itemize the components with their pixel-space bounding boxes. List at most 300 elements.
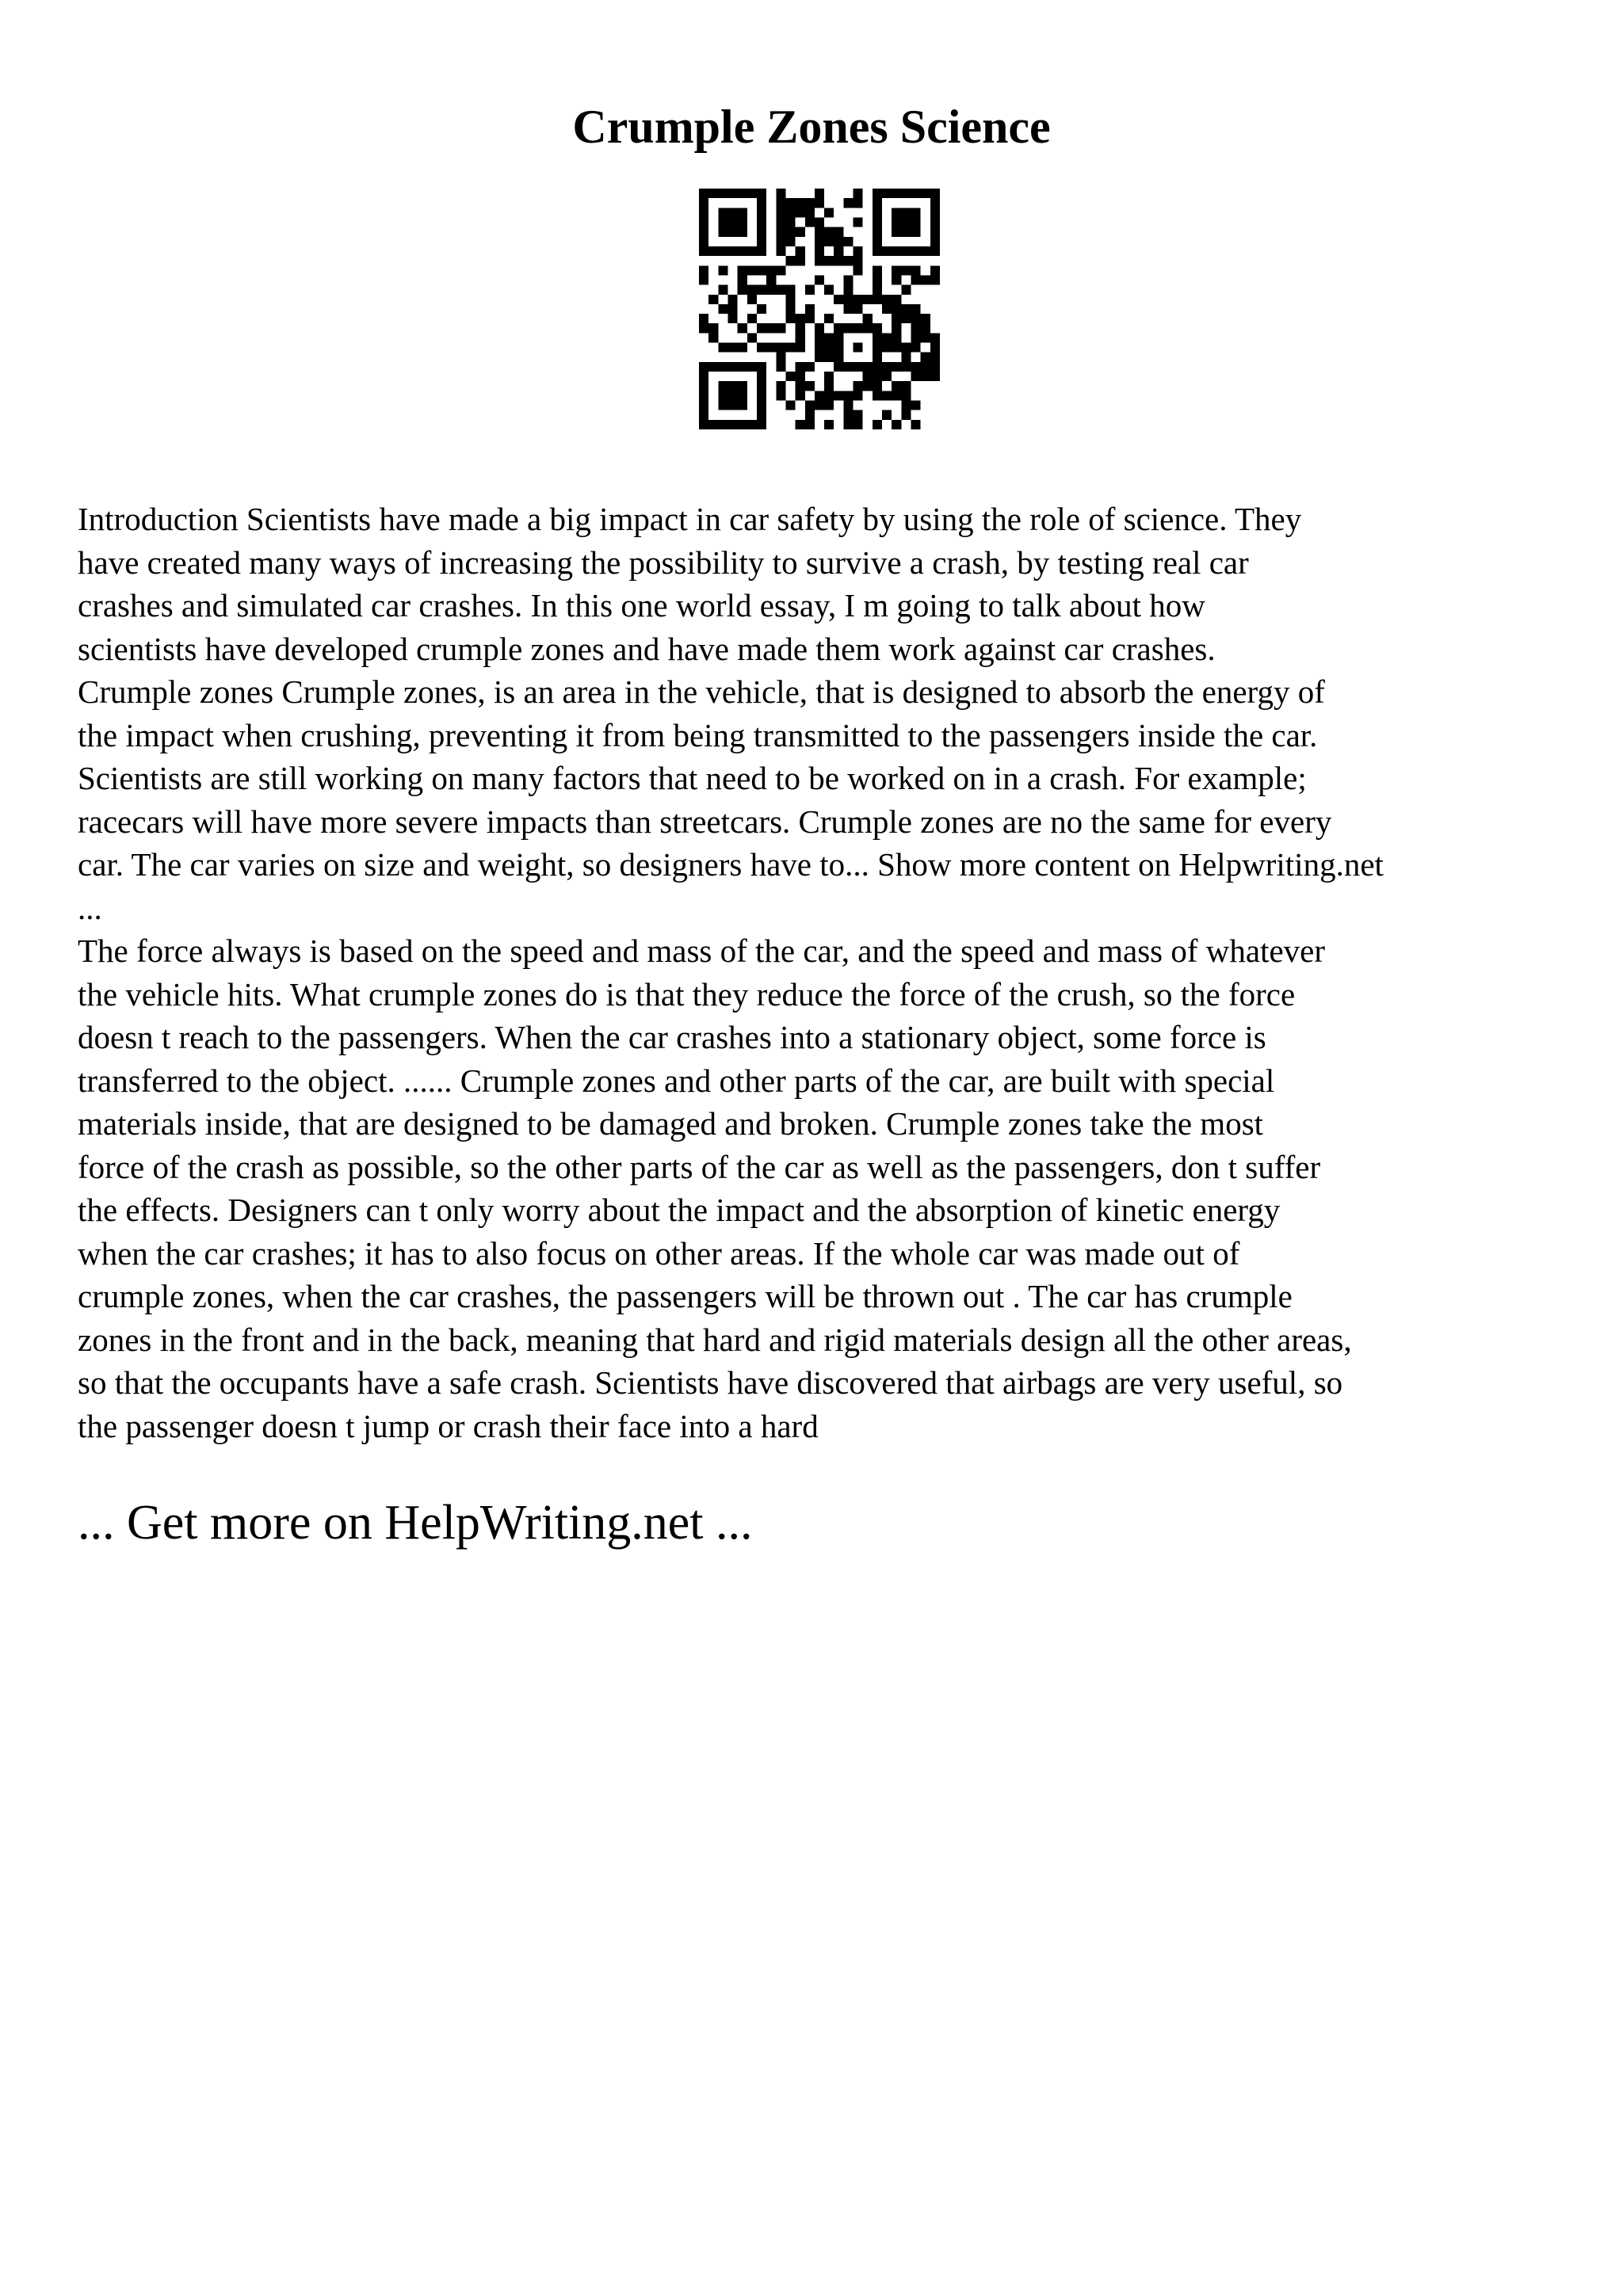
body-line: Scientists are still working on many factors that need to be worked on in a crash. For example; — [78, 760, 1307, 796]
qr-module — [805, 410, 815, 420]
qr-module — [921, 333, 930, 342]
qr-module — [824, 237, 834, 246]
qr-module — [718, 420, 727, 429]
body-line: the passenger doesn t jump or crash their face into a hard — [78, 1407, 819, 1444]
qr-module — [843, 410, 853, 420]
qr-module — [824, 285, 834, 295]
qr-module — [892, 295, 901, 304]
qr-module — [766, 275, 776, 284]
qr-module — [911, 189, 921, 198]
qr-module — [796, 333, 805, 342]
qr-module — [738, 275, 747, 284]
qr-module — [815, 401, 824, 410]
qr-module — [911, 343, 921, 353]
qr-module — [727, 401, 737, 410]
qr-module — [757, 323, 766, 333]
qr-module — [776, 285, 785, 295]
qr-module — [911, 362, 921, 372]
qr-module — [930, 372, 940, 381]
body-line: ... — [78, 889, 102, 926]
qr-module — [805, 362, 815, 372]
qr-module — [863, 372, 873, 381]
qr-module — [785, 372, 795, 381]
qr-module — [805, 401, 815, 410]
qr-module — [815, 343, 824, 353]
qr-module — [796, 256, 805, 265]
qr-module — [776, 189, 785, 198]
qr-module — [815, 333, 824, 342]
qr-module — [738, 343, 747, 353]
qr-module — [873, 420, 882, 429]
qr-module — [747, 285, 757, 295]
body-line: force of the crash as possible, so the other parts of the car as well as the passengers, don t suffer — [78, 1148, 1321, 1185]
qr-module — [699, 265, 708, 275]
qr-module — [834, 362, 843, 372]
qr-module — [824, 314, 834, 323]
qr-module — [901, 208, 911, 217]
qr-module — [873, 362, 882, 372]
qr-module — [901, 343, 911, 353]
qr-module — [766, 265, 776, 275]
qr-module — [873, 323, 882, 333]
qr-module — [901, 227, 911, 237]
qr-module — [738, 381, 747, 391]
qr-module — [901, 285, 911, 295]
qr-module — [747, 420, 757, 429]
qr-module — [796, 420, 805, 429]
qr-module — [815, 217, 824, 227]
qr-module — [921, 372, 930, 381]
qr-module — [911, 208, 921, 217]
qr-module — [708, 323, 718, 333]
qr-module — [901, 246, 911, 256]
qr-module — [776, 217, 785, 227]
qr-module — [911, 401, 921, 410]
qr-module — [892, 189, 901, 198]
qr-module — [727, 381, 737, 391]
qr-module — [834, 391, 843, 400]
qr-module — [815, 189, 824, 198]
qr-module — [911, 217, 921, 227]
qr-module — [892, 333, 901, 342]
qr-module — [901, 189, 911, 198]
qr-module — [834, 323, 843, 333]
qr-module — [834, 246, 843, 256]
qr-module — [727, 391, 737, 400]
qr-module — [757, 343, 766, 353]
qr-module — [699, 372, 708, 381]
qr-module — [776, 353, 785, 362]
qr-module — [785, 343, 795, 353]
qr-module — [921, 353, 930, 362]
qr-module — [930, 198, 940, 208]
qr-module — [805, 304, 815, 314]
qr-module — [873, 265, 882, 275]
qr-module — [708, 362, 718, 372]
qr-module — [727, 362, 737, 372]
qr-module — [815, 246, 824, 256]
body-line: car. The car varies on size and weight, so designers have to... Show more content on Helpwriting.net — [78, 846, 1384, 883]
qr-module — [785, 237, 795, 246]
qr-module — [892, 275, 901, 284]
document-title: Crumple Zones Science — [572, 101, 1051, 153]
qr-module — [785, 208, 795, 217]
qr-module — [892, 362, 901, 372]
qr-module — [834, 295, 843, 304]
qr-module — [863, 381, 873, 391]
qr-module — [796, 314, 805, 323]
qr-module — [699, 189, 708, 198]
qr-module — [824, 420, 834, 429]
qr-module — [873, 198, 882, 208]
qr-module — [699, 323, 708, 333]
qr-module — [815, 227, 824, 237]
qr-module — [805, 314, 815, 323]
qr-module — [757, 189, 766, 198]
qr-module — [776, 237, 785, 246]
qr-module — [824, 208, 834, 217]
qr-module — [815, 237, 824, 246]
qr-module — [873, 246, 882, 256]
qr-module — [805, 198, 815, 208]
qr-module — [930, 343, 940, 353]
qr-module — [805, 420, 815, 429]
qr-module — [834, 237, 843, 246]
qr-module — [776, 343, 785, 353]
qr-module — [843, 420, 853, 429]
qr-module — [901, 217, 911, 227]
qr-module — [901, 265, 911, 275]
qr-module — [699, 381, 708, 391]
qr-module — [843, 323, 853, 333]
qr-module — [708, 333, 718, 342]
qr-module — [815, 391, 824, 400]
qr-module — [901, 401, 911, 410]
qr-module — [815, 323, 824, 333]
qr-module — [738, 265, 747, 275]
qr-module — [757, 198, 766, 208]
qr-module — [911, 275, 921, 284]
qr-module — [718, 362, 727, 372]
qr-module — [873, 189, 882, 198]
qr-module — [727, 246, 737, 256]
qr-module — [796, 208, 805, 217]
qr-module — [718, 401, 727, 410]
qr-module — [911, 333, 921, 342]
qr-module — [901, 314, 911, 323]
body-line: Crumple zones Crumple zones, is an area in the vehicle, that is designed to absorb the energy of — [78, 673, 1325, 710]
body-line: crumple zones, when the car crashes, the passengers will be thrown out . The car has crumple — [78, 1278, 1293, 1314]
qr-module — [834, 343, 843, 353]
qr-module — [911, 314, 921, 323]
body-line: Introduction Scientists have made a big impact in car safety by using the role of science. They — [78, 501, 1302, 537]
qr-module — [863, 314, 873, 323]
qr-module — [863, 362, 873, 372]
qr-module — [930, 333, 940, 342]
body-line: The force always is based on the speed and mass of the car, and the speed and mass of whatever — [78, 933, 1326, 969]
qr-module — [796, 372, 805, 381]
qr-module — [757, 381, 766, 391]
qr-module — [718, 208, 727, 217]
qr-module — [882, 372, 892, 381]
body-line: have created many ways of increasing the possibility to survive a crash, by testing real car — [78, 543, 1249, 581]
qr-module — [873, 227, 882, 237]
qr-module — [727, 227, 737, 237]
qr-module — [718, 265, 727, 275]
qr-module — [854, 362, 863, 372]
qr-module — [796, 343, 805, 353]
qr-module — [815, 256, 824, 265]
qr-module — [911, 323, 921, 333]
qr-module — [930, 227, 940, 237]
qr-module — [843, 237, 853, 246]
qr-module — [892, 265, 901, 275]
qr-module — [757, 208, 766, 217]
qr-module — [727, 189, 737, 198]
qr-module — [699, 198, 708, 208]
qr-module — [930, 362, 940, 372]
qr-module — [824, 381, 834, 391]
qr-module — [757, 237, 766, 246]
qr-module — [873, 295, 882, 304]
qr-module — [785, 227, 795, 237]
qr-module — [882, 391, 892, 400]
qr-module — [854, 198, 863, 208]
qr-module — [747, 295, 757, 304]
qr-module — [796, 323, 805, 333]
qr-module — [776, 246, 785, 256]
qr-module — [766, 285, 776, 295]
qr-module — [757, 304, 766, 314]
qr-module — [921, 323, 930, 333]
qr-module — [766, 323, 776, 333]
qr-module — [901, 362, 911, 372]
qr-module — [873, 237, 882, 246]
qr-module — [796, 391, 805, 400]
qr-module — [911, 265, 921, 275]
qr-code-graphic — [699, 189, 940, 429]
qr-module — [930, 208, 940, 217]
qr-module — [796, 362, 805, 372]
qr-module — [747, 314, 757, 323]
qr-module — [873, 353, 882, 362]
qr-module — [738, 246, 747, 256]
qr-module — [738, 323, 747, 333]
qr-module — [854, 391, 863, 400]
qr-module — [805, 217, 815, 227]
qr-module — [901, 304, 911, 314]
qr-module — [854, 246, 863, 256]
qr-module — [718, 391, 727, 400]
qr-module — [699, 314, 708, 323]
qr-module — [901, 353, 911, 362]
document-body — [78, 498, 1583, 1447]
body-line: materials inside, that are designed to be damaged and broken. Crumple zones take the most — [78, 1105, 1264, 1142]
qr-module — [727, 420, 737, 429]
qr-module — [930, 275, 940, 284]
qr-module — [921, 314, 930, 323]
qr-module — [892, 217, 901, 227]
qr-module — [873, 208, 882, 217]
qr-module — [757, 217, 766, 227]
qr-module — [699, 410, 708, 420]
qr-module — [785, 314, 795, 323]
qr-module — [708, 295, 718, 304]
qr-module — [921, 246, 930, 256]
qr-module — [699, 217, 708, 227]
qr-module — [699, 237, 708, 246]
qr-module — [727, 217, 737, 227]
qr-module — [757, 401, 766, 410]
qr-module — [854, 381, 863, 391]
qr-module — [699, 391, 708, 400]
qr-module — [930, 265, 940, 275]
qr-module — [882, 333, 892, 342]
qr-module — [738, 391, 747, 400]
qr-module — [882, 410, 892, 420]
qr-module — [699, 208, 708, 217]
qr-module — [718, 285, 727, 295]
qr-module — [911, 420, 921, 429]
footer-link-text[interactable]: ... Get more on HelpWriting.net ... — [78, 1496, 753, 1550]
qr-module — [824, 227, 834, 237]
qr-module — [892, 343, 901, 353]
qr-module — [901, 381, 911, 391]
qr-module — [738, 362, 747, 372]
body-line: scientists have developed crumple zones and have made them work against car crashes. — [78, 630, 1216, 667]
qr-module — [727, 314, 737, 323]
qr-module — [738, 189, 747, 198]
qr-module — [873, 381, 882, 391]
body-line: the impact when crushing, preventing it from being transmitted to the passengers inside the car. — [78, 716, 1318, 753]
qr-module — [930, 353, 940, 362]
qr-module — [854, 343, 863, 353]
qr-module — [747, 265, 757, 275]
qr-module — [718, 304, 727, 314]
qr-module — [834, 353, 843, 362]
qr-module — [747, 246, 757, 256]
qr-module — [805, 285, 815, 295]
qr-module — [824, 256, 834, 265]
qr-module — [854, 265, 863, 275]
qr-module — [824, 343, 834, 353]
qr-module — [892, 391, 901, 400]
qr-module — [815, 275, 824, 284]
qr-module — [863, 295, 873, 304]
qr-module — [843, 391, 853, 400]
qr-module — [873, 217, 882, 227]
qr-module — [785, 198, 795, 208]
qr-module — [815, 198, 824, 208]
qr-module — [785, 295, 795, 304]
qr-module — [766, 343, 776, 353]
qr-module — [796, 227, 805, 237]
qr-module — [834, 227, 843, 237]
qr-module — [892, 381, 901, 391]
qr-module — [854, 420, 863, 429]
qr-module — [854, 410, 863, 420]
qr-module — [843, 401, 853, 410]
body-line: the effects. Designers can t only worry about the impact and the absorption of kinetic energy — [78, 1192, 1281, 1228]
qr-module — [892, 208, 901, 217]
qr-module — [776, 265, 785, 275]
qr-module — [796, 246, 805, 256]
qr-module — [718, 227, 727, 237]
qr-module — [911, 227, 921, 237]
qr-module — [738, 217, 747, 227]
qr-module — [785, 304, 795, 314]
qr-module — [757, 246, 766, 256]
qr-module — [901, 391, 911, 400]
qr-module — [901, 410, 911, 420]
qr-module — [776, 323, 785, 333]
qr-module — [796, 198, 805, 208]
qr-module — [824, 353, 834, 362]
qr-module — [843, 295, 853, 304]
qr-module — [882, 304, 892, 314]
qr-module — [834, 256, 843, 265]
qr-module — [757, 362, 766, 372]
qr-module — [805, 381, 815, 391]
qr-module — [892, 323, 901, 333]
qr-module — [854, 189, 863, 198]
qr-module — [796, 381, 805, 391]
qr-module — [834, 333, 843, 342]
qr-module — [727, 343, 737, 353]
qr-module — [699, 227, 708, 237]
qr-module — [892, 227, 901, 237]
qr-module — [911, 304, 921, 314]
qr-module — [805, 208, 815, 217]
qr-module — [776, 391, 785, 400]
qr-module — [699, 420, 708, 429]
qr-module — [727, 304, 737, 314]
qr-module — [921, 362, 930, 372]
body-line: crashes and simulated car crashes. In this one world essay, I m going to talk about how — [78, 587, 1205, 624]
qr-module — [718, 381, 727, 391]
qr-module — [718, 343, 727, 353]
qr-module — [776, 208, 785, 217]
qr-module — [873, 285, 882, 295]
qr-module — [747, 362, 757, 372]
qr-module — [882, 295, 892, 304]
qr-module — [882, 362, 892, 372]
qr-module — [738, 227, 747, 237]
qr-module — [824, 333, 834, 342]
qr-module — [843, 198, 853, 208]
qr-module — [708, 246, 718, 256]
qr-module — [708, 420, 718, 429]
qr-module — [873, 343, 882, 353]
qr-module — [824, 401, 834, 410]
qr-module — [757, 372, 766, 381]
qr-module — [854, 256, 863, 265]
qr-module — [911, 372, 921, 381]
qr-module — [921, 189, 930, 198]
qr-module — [738, 208, 747, 217]
qr-module — [824, 391, 834, 400]
qr-module — [882, 246, 892, 256]
qr-module — [699, 401, 708, 410]
qr-module — [882, 343, 892, 353]
body-line: racecars will have more severe impacts than streetcars. Crumple zones are no the same for every — [78, 803, 1332, 840]
body-line: so that the occupants have a safe crash. Scientists have discovered that airbags are very useful, so — [78, 1364, 1343, 1401]
qr-module — [873, 333, 882, 342]
qr-module — [776, 381, 785, 391]
qr-module — [699, 362, 708, 372]
qr-module — [854, 323, 863, 333]
qr-module — [738, 401, 747, 410]
